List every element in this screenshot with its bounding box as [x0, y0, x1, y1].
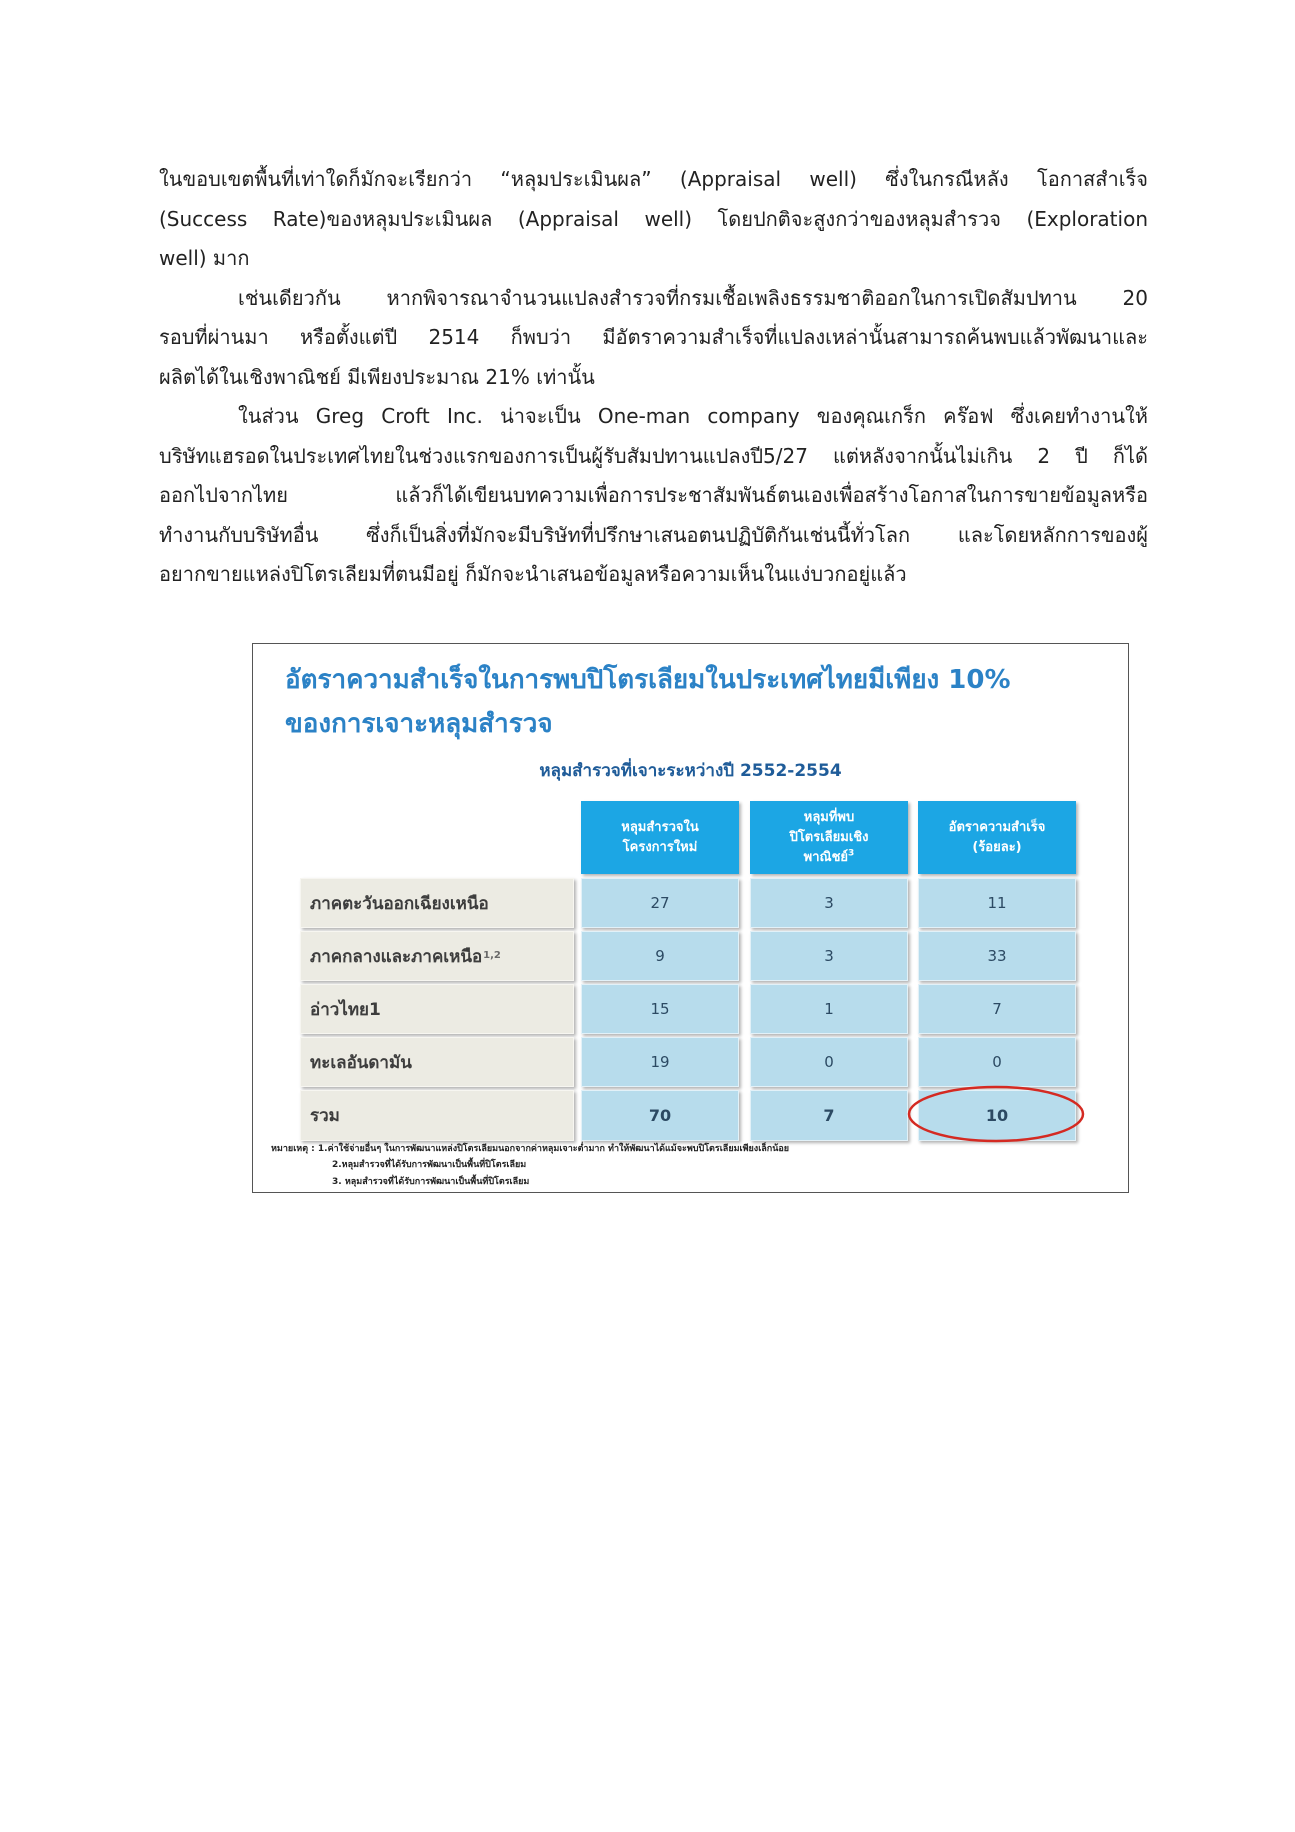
text-line: ในขอบเขตพื้นที่เท่าใดก็มักจะเรียกว่า “หลุมประเมินผล” (Appraisal well) ซึ่งในกรณีหลัง โอกาสสำเร็จ [159, 167, 1148, 191]
table-cell: 0 [750, 1037, 908, 1087]
table-cell: 3 [750, 931, 908, 981]
highlight-ellipse [907, 1085, 1085, 1143]
text-line: ทำงานกับบริษัทอื่น ซึ่งก็เป็นสิ่งที่มักจะมีบริษัทที่ปรึกษาเสนอตนปฏิบัติกันเช่นนี้ทั่วโลก และโดยหลักการของผู้ [159, 522, 1148, 547]
table-cell: 19 [581, 1037, 739, 1087]
header-line: ปิโตรเลียมเชิง [789, 829, 869, 845]
footnote: หมายเหตุ : 1.ค่าใช้จ่ายอื่นๆ ในการพัฒนาแหล่งปิโตรเลียมนอกจากค่าหลุมเจาะต่ำมาก ทำให้พัฒนาได้แม้จะพบปิโตรเลียมเพียงเล็กน้อย [271, 1144, 790, 1154]
header-new-project-wells [581, 801, 739, 874]
table-row [253, 984, 1128, 1034]
body-text [159, 160, 1148, 595]
row-label: ภาคกลางและภาคเหนือ 1,2 [300, 931, 574, 981]
text-line: well) มาก [159, 246, 250, 270]
row-label [300, 1090, 574, 1141]
row-label-text: ทะเลอันดามัน [310, 1052, 412, 1073]
table-cell: 0 [918, 1037, 1076, 1087]
header-success-rate [918, 801, 1076, 874]
highlight-ellipse-stroke [909, 1087, 1083, 1141]
table-cell: 1 [750, 984, 908, 1034]
header-line: โครงการใหม่ [622, 839, 698, 855]
table-cell: 27 [581, 878, 739, 928]
figure-title-line: อัตราความสำเร็จในการพบปิโตรเลียมในประเทศไทยมีเพียง 10% [285, 665, 1011, 695]
header-commercial-discovery-wells [750, 801, 908, 874]
text-line: ผลิตได้ในเชิงพาณิชย์ มีเพียงประมาณ 21% เท่านั้น [159, 364, 595, 389]
table-cell: 15 [581, 984, 739, 1034]
row-label-text: ภาคตะวันออกเฉียงเหนือ [310, 893, 489, 914]
header-line: (ร้อยละ) [972, 839, 1022, 855]
table-cell: 7 [918, 984, 1076, 1034]
table-cell: 70 [581, 1090, 739, 1141]
header-line: หลุมที่พบ [803, 809, 855, 825]
figure-subtitle: หลุมสำรวจที่เจาะระหว่างปี 2552-2554 [539, 761, 842, 781]
success-rate-figure [252, 643, 1129, 1193]
row-label-text: รวม [310, 1106, 340, 1126]
table-cell: 33 [918, 931, 1076, 981]
footnote: 3. หลุมสำรวจที่ได้รับการพัฒนาเป็นพื้นที่ปิโตรเลียม [332, 1177, 530, 1187]
text-line: ออกไปจากไทย แล้วก็ได้เขียนบทความเพื่อการประชาสัมพันธ์ตนเองเพื่อสร้างโอกาสในการขายข้อมูลหรือ [159, 483, 1148, 507]
table-cell: 11 [918, 878, 1076, 928]
header-line: หลุมสำรวจใน [621, 819, 699, 835]
row-label [300, 1037, 574, 1087]
table-row [253, 931, 1128, 981]
text-line: อยากขายแหล่งปิโตรเลียมที่ตนมีอยู่ ก็มักจะนำเสนอข้อมูลหรือความเห็นในแง่บวกอยู่แล้ว [159, 562, 907, 586]
table-cell-highlighted: 10 [918, 1090, 1076, 1141]
table-row [253, 1037, 1128, 1087]
text-line: เช่นเดียวกัน หากพิจารณาจำนวนแปลงสำรวจที่กรมเชื้อเพลิงธรรมชาติออกในการเปิดสัมปทาน 20 [238, 285, 1148, 310]
text-line: (Success Rate)ของหลุมประเมินผล (Appraisal well) โดยปกติจะสูงกว่าของหลุมสำรวจ (Exploration [159, 206, 1148, 231]
table-cell: 9 [581, 931, 739, 981]
row-label [300, 878, 574, 928]
text-line: รอบที่ผ่านมา หรือตั้งแต่ปี 2514 ก็พบว่า มีอัตราความสำเร็จที่แปลงเหล่านั้นสามารถค้นพบแล้วพัฒนาและ [159, 325, 1148, 349]
row-label [300, 984, 574, 1034]
table-row [253, 878, 1128, 928]
header-line: อัตราความสำเร็จ [948, 819, 1046, 835]
table-cell: 7 [750, 1090, 908, 1141]
footnote: 2.หลุมสำรวจที่ได้รับการพัฒนาเป็นพื้นที่ปิโตรเลียม [332, 1160, 527, 1170]
header-footnote-mark: 3 [848, 848, 855, 859]
text-line: บริษัทแฮรอดในประเทศไทยในช่วงแรกของการเป็นผู้รับสัมปทานแปลงปี5/27 แต่หลังจากนั้นไม่เกิน 2 ปี ก็ได้ [159, 443, 1148, 468]
table-cell: 3 [750, 878, 908, 928]
figure-title-line: ของการเจาะหลุมสำรวจ [285, 709, 553, 739]
row-label-text: อ่าวไทย1 [310, 999, 381, 1020]
header-line [804, 848, 855, 868]
text-line: ในส่วน Greg Croft Inc. น่าจะเป็น One-man company ของคุณเกร็ก คร๊อฟ ซึ่งเคยทำงานให้ [238, 404, 1148, 428]
header-line-text: พาณิชย์ [803, 849, 849, 865]
row-label-text: ภาคกลางและภาคเหนือ [310, 946, 483, 967]
